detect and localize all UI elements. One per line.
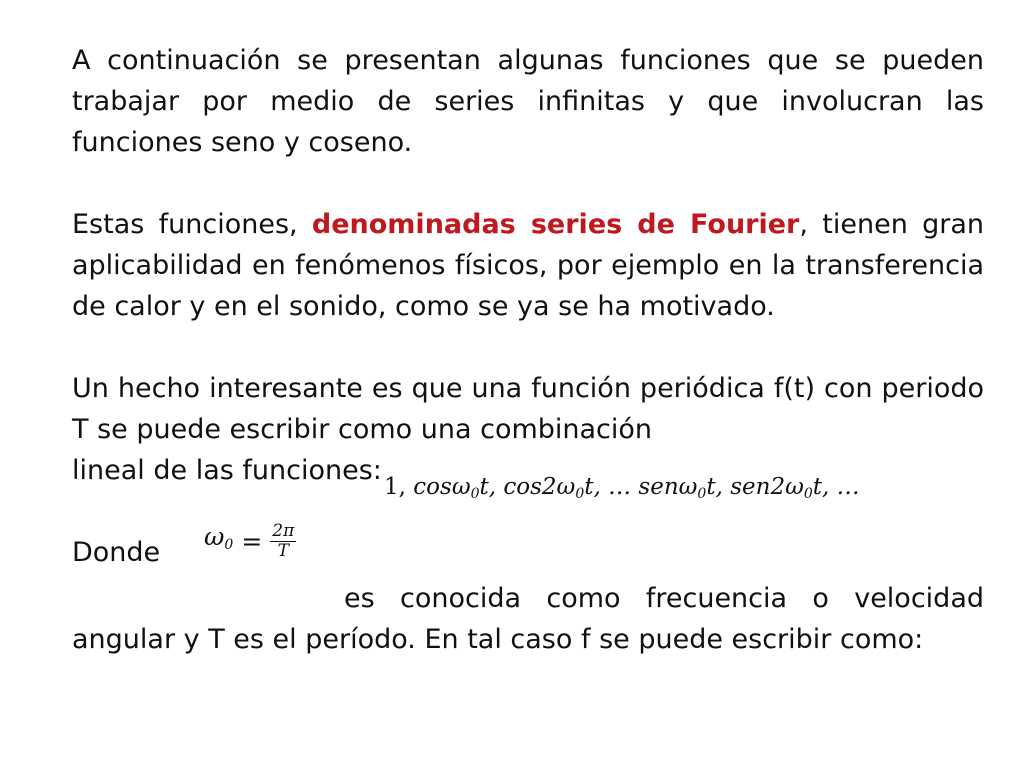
donde-word: Donde [72, 537, 161, 568]
paragraph-intro [72, 40, 984, 163]
paragraph-fourier-rest: , tienen gran aplicabilidad en fenómenos físicos, por ejemplo en la transferencia de calor y en el sonido, como se ya se ha motivado. [72, 209, 984, 322]
equals-sign: = [241, 526, 263, 556]
fraction-denominator: T [277, 540, 289, 561]
paragraph-periodic-text: Un hecho interesante es que una función periódica f(t) con periodo T se puede escribir como una combinación [72, 373, 984, 445]
paragraph-intro-text: A continuación se presentan algunas funciones que se pueden trabajar por medio de series infinitas y que involucran las funciones seno y coseno. [72, 45, 984, 158]
donde-continuation [72, 578, 984, 660]
donde-rest-text: es conocida como frecuencia o velocidad angular y T es el período. En tal caso f se puede escribir como: [72, 583, 984, 655]
basis-functions-formula: 1, cosω$_0$t, $\cos 2\omega_0t$, … senω$_0$t, $sen2\omega_0t$, … [384, 474, 860, 502]
omega-definition-formula [204, 516, 296, 566]
fraction-numerator: 2π [272, 520, 295, 541]
omega-symbol: $\omega_0$ [204, 522, 234, 553]
fraction-2pi-over-t [270, 522, 296, 561]
paragraph-fourier-lead: Estas funciones, [72, 209, 312, 240]
fourier-highlight: denominadas series de Fourier [311, 209, 800, 240]
paragraph-periodic-last-line: lineal de las funciones: [72, 455, 382, 486]
paragraph-fourier [72, 204, 984, 327]
